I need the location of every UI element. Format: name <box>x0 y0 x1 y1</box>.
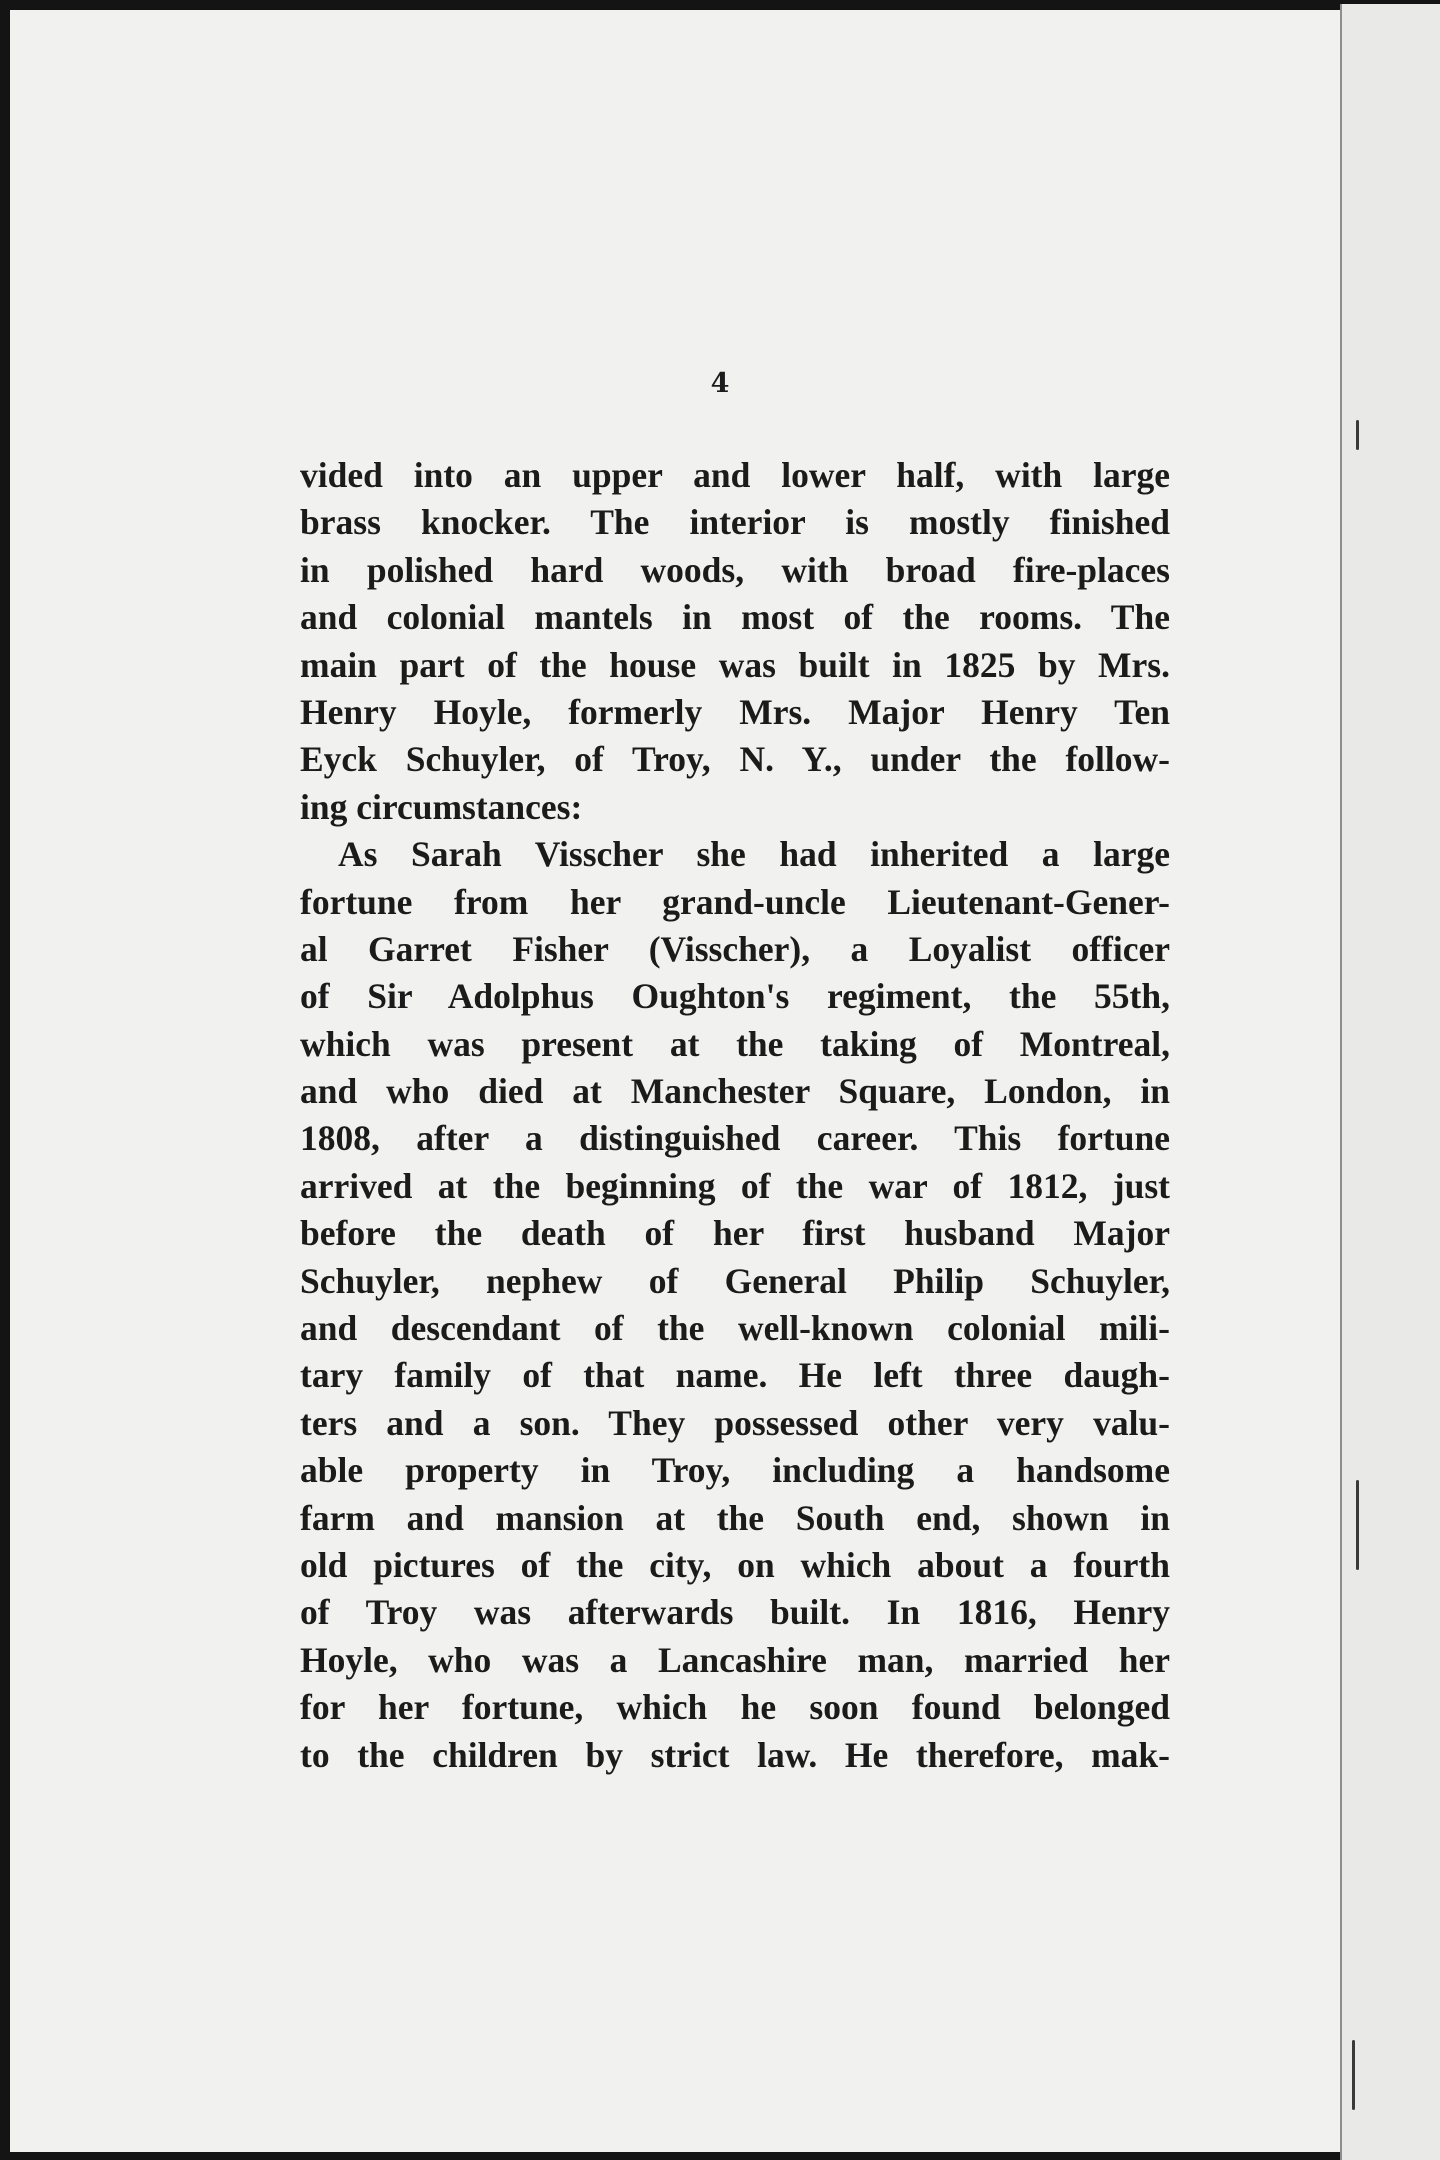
text-line: of Troy was afterwards built. In 1816, Henry <box>300 1592 1170 1633</box>
paragraph <box>300 831 1170 1779</box>
text-line: main part of the house was built in 1825 by Mrs. <box>300 644 1170 685</box>
text-line: Henry Hoyle, formerly Mrs. Major Henry Ten <box>300 691 1170 732</box>
text-line: and who died at Manchester Square, London, in <box>300 1071 1170 1112</box>
text-line: ing circumstances: <box>300 786 583 827</box>
text-line: able property in Troy, including a handsome <box>300 1450 1170 1491</box>
text-line: arrived at the beginning of the war of 1812, just <box>300 1165 1170 1206</box>
text-line: to the children by strict law. He therefore, mak- <box>300 1734 1170 1775</box>
text-line: which was present at the taking of Montreal, <box>300 1023 1170 1064</box>
binding-mark <box>1356 420 1359 450</box>
text-line: 1808, after a distinguished career. This fortune <box>300 1118 1170 1159</box>
text-line: and descendant of the well-known colonial mili- <box>300 1308 1170 1349</box>
body-text <box>300 452 1170 1779</box>
text-line: for her fortune, which he soon found belonged <box>300 1687 1170 1728</box>
page-number: 4 <box>710 368 730 399</box>
text-line: ters and a son. They possessed other very valu- <box>300 1402 1170 1443</box>
text-line: old pictures of the city, on which about a fourth <box>300 1544 1170 1585</box>
text-line: tary family of that name. He left three daugh- <box>300 1355 1170 1396</box>
text-line: As Sarah Visscher she had inherited a large <box>338 834 1170 875</box>
text-line: and colonial mantels in most of the rooms. The <box>300 597 1170 638</box>
text-line: in polished hard woods, with broad fire-places <box>300 549 1170 590</box>
text-line: fortune from her grand-uncle Lieutenant-Gener- <box>300 881 1170 922</box>
text-line: al Garret Fisher (Visscher), a Loyalist officer <box>300 928 1170 969</box>
binding-mark <box>1356 1480 1359 1570</box>
text-line: of Sir Adolphus Oughton's regiment, the 55th, <box>300 976 1170 1017</box>
text-line: Schuyler, nephew of General Philip Schuyler, <box>300 1260 1170 1301</box>
adjacent-page-edge <box>1340 4 1440 2160</box>
text-line: vided into an upper and lower half, with large <box>300 455 1170 495</box>
text-line: brass knocker. The interior is mostly finished <box>300 502 1170 543</box>
paragraph <box>300 452 1170 831</box>
binding-mark <box>1352 2040 1355 2110</box>
text-line: Eyck Schuyler, of Troy, N. Y., under the follow- <box>300 739 1170 780</box>
text-line: Hoyle, who was a Lancashire man, married her <box>300 1639 1170 1680</box>
text-line: before the death of her first husband Major <box>300 1213 1170 1254</box>
text-line: farm and mansion at the South end, shown in <box>300 1497 1170 1538</box>
